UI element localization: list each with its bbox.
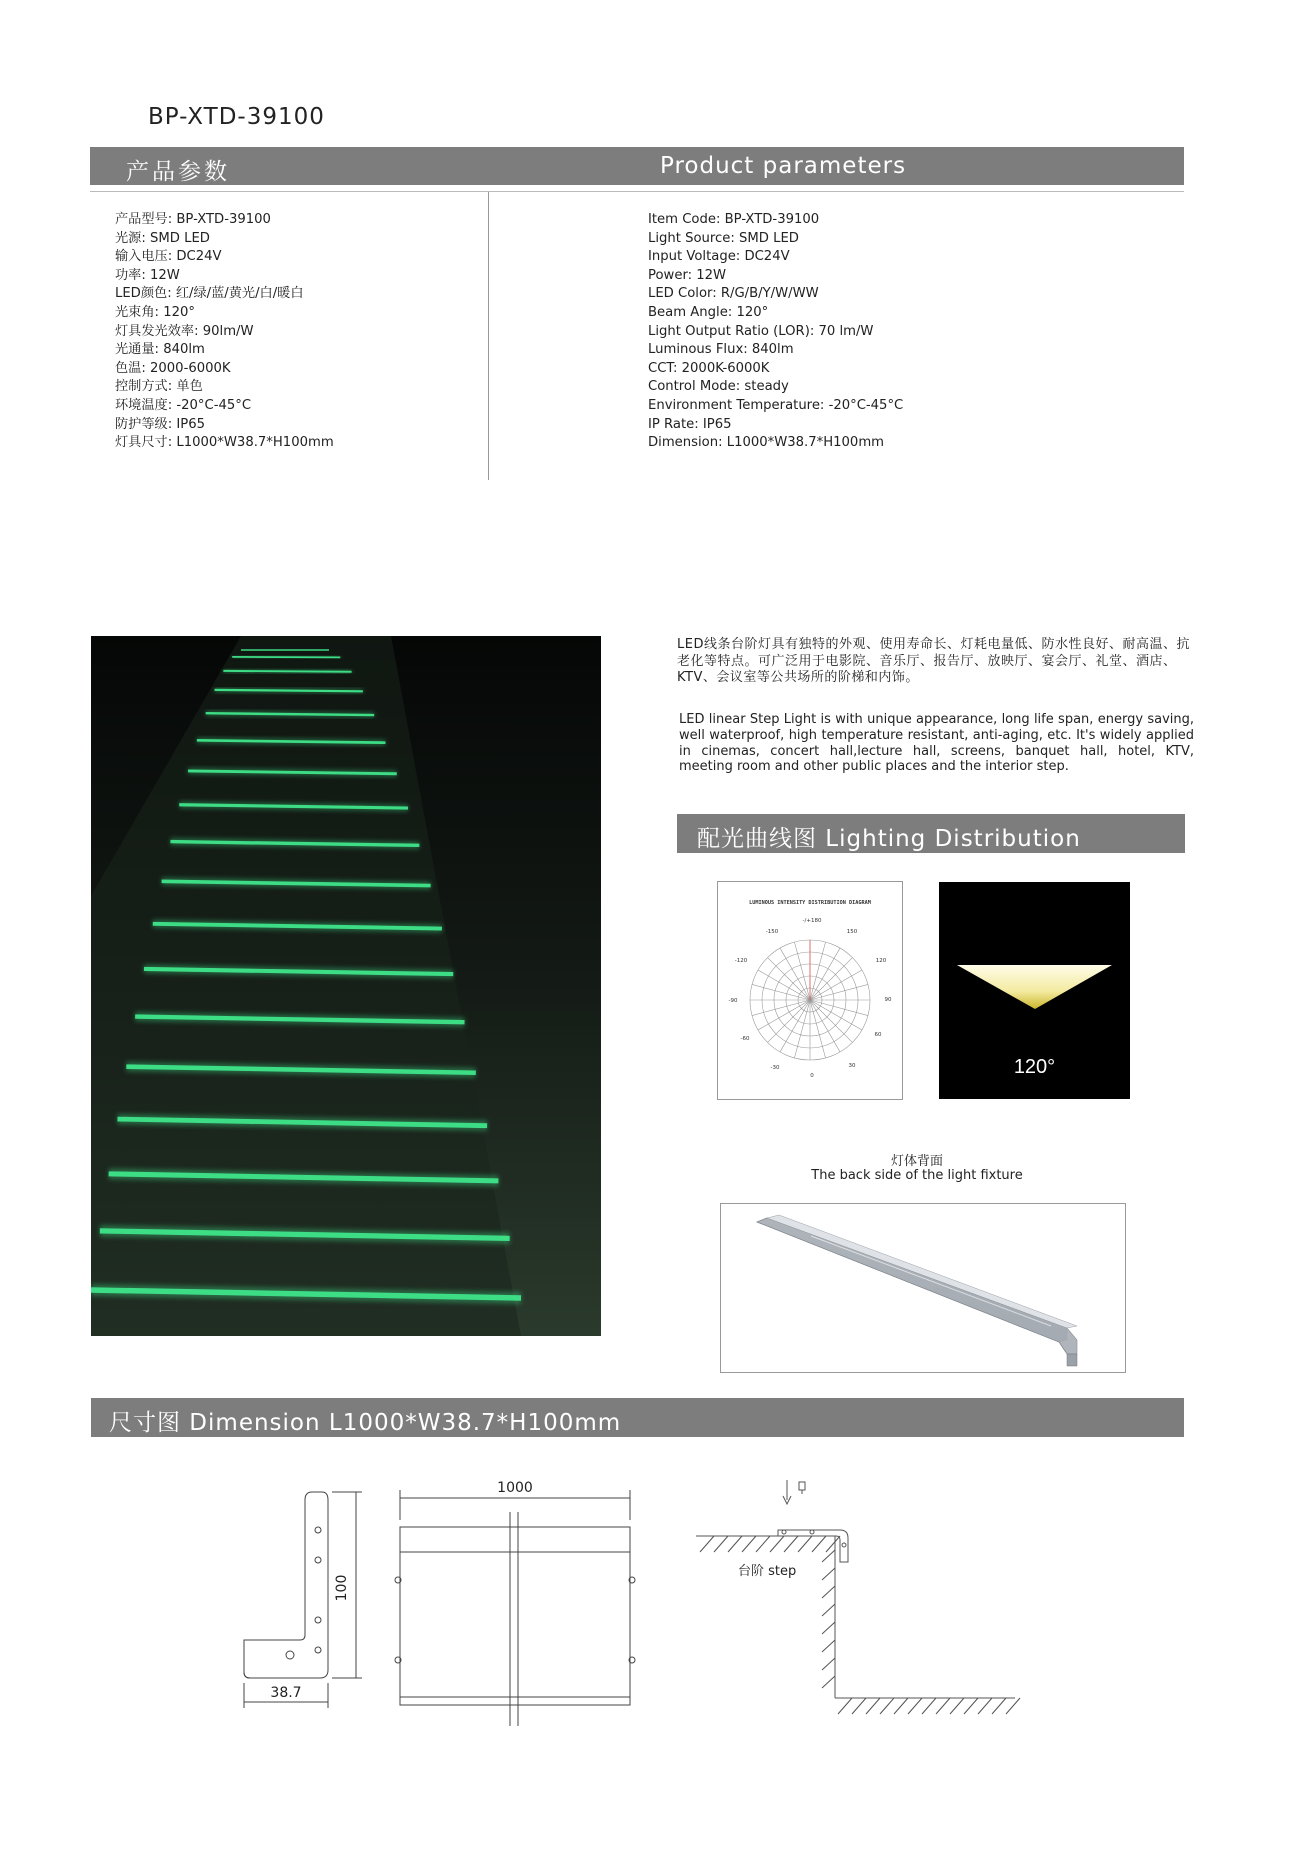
back-side-caption-en: The back side of the light fixture: [811, 1168, 1023, 1183]
beam-cone: [957, 965, 1112, 1009]
polar-title: LUMINOUS INTENSITY DISTRIBUTION DIAGRAM: [749, 900, 871, 906]
polar-label: -150: [765, 929, 779, 935]
params-header-bar: [90, 147, 1184, 185]
dimension-header: [91, 1398, 1184, 1437]
dimension-drawing: [0, 1460, 1296, 1760]
dimension-title: 尺寸图 Dimension L1000*W38.7*H100mm: [109, 1410, 622, 1436]
polar-label: -120: [734, 958, 748, 964]
params-header-en: Product parameters: [660, 153, 907, 179]
spec-item: 输入电压: DC24V: [115, 249, 222, 265]
model-title: BP-XTD-39100: [148, 104, 325, 130]
length-dimension-label: 1000: [497, 1480, 533, 1496]
spec-item: 产品型号: BP-XTD-39100: [115, 212, 271, 227]
spec-item: 光源: SMD LED: [115, 230, 210, 246]
lighting-distribution-header: [677, 814, 1185, 853]
spec-item: Luminous Flux: 840lm: [648, 342, 794, 358]
spec-item: IP Rate: IP65: [648, 416, 732, 432]
spec-list-cn: [115, 211, 334, 453]
spec-list-en: [648, 211, 903, 453]
polar-label: 30: [848, 1063, 856, 1069]
spec-item: LED颜色: 红/绿/蓝/黄光/白/暖白: [115, 286, 304, 302]
spec-item: 色温: 2000-6000K: [115, 360, 231, 376]
description-cn: LED线条台阶灯具有独特的外观、使用寿命长、灯耗电量低、防水性良好、耐高温、抗老化等特点。可广泛用于电影院、音乐厅、报告厅、放映厅、宴会厅、礼堂、酒店、KTV、会议室等公共场所的阶梯和内饰。: [677, 637, 1190, 685]
staircase-photo: [91, 636, 601, 1336]
spec-item: Control Mode: steady: [648, 379, 789, 395]
height-dimension-label: 100: [334, 1574, 350, 1602]
polar-label: 90: [884, 997, 892, 1003]
spec-item: 防护等级: IP65: [115, 416, 206, 432]
width-dimension-label: 38.7: [270, 1685, 302, 1701]
beam-angle-label: 120°: [1013, 1056, 1056, 1078]
fixture-image: [720, 1203, 1126, 1373]
installation-drawing: [696, 1480, 1020, 1714]
spec-item: Power: 12W: [648, 267, 727, 283]
spec-item: 控制方式: 单色: [115, 379, 203, 395]
step-label: 台阶 step: [738, 1564, 797, 1579]
params-header-cn: 产品参数: [126, 159, 230, 185]
spec-item: 环境温度: -20°C-45°C: [115, 397, 252, 413]
spec-item: Item Code: BP-XTD-39100: [648, 212, 820, 227]
description-en: LED linear Step Light is with unique appearance, long life span, energy saving, well waterproof, high temperature resistant, anti-aging, etc. It's widely applied in cinemas, concert hall,lecture hall, screens, banquet hall, hotel, KTV, meeting room and other public places and the interior step.: [679, 712, 1194, 775]
spec-item: Beam Angle: 120°: [648, 304, 769, 320]
spec-item: 灯具发光效率: 90lm/W: [115, 323, 254, 339]
spec-item: CCT: 2000K-6000K: [648, 360, 770, 376]
spec-item: LED Color: R/G/B/Y/W/WW: [648, 286, 819, 302]
spec-item: 功率: 12W: [115, 267, 180, 283]
polar-label: -30: [770, 1065, 780, 1071]
lighting-distribution-title: 配光曲线图 Lighting Distribution: [697, 826, 1081, 852]
spec-item: Input Voltage: DC24V: [648, 249, 790, 265]
column-divider: [488, 192, 489, 480]
staircase-illustration: [91, 636, 601, 1336]
polar-label: 0: [810, 1073, 814, 1079]
spec-item: Environment Temperature: -20°C-45°C: [648, 397, 904, 413]
spec-item: Light Source: SMD LED: [648, 230, 799, 246]
polar-label: 120: [875, 958, 887, 964]
polar-label: -60: [740, 1036, 750, 1042]
spec-item: 灯具尺寸: L1000*W38.7*H100mm: [115, 435, 334, 451]
spec-item: Dimension: L1000*W38.7*H100mm: [648, 435, 885, 451]
spec-item: 光束角: 120°: [115, 304, 195, 320]
polar-label: 60: [874, 1032, 882, 1038]
polar-label: 150: [846, 929, 858, 935]
spec-item: Light Output Ratio (LOR): 70 lm/W: [648, 323, 874, 339]
polar-label: -/+180: [802, 918, 822, 924]
spec-item: 光通量: 840lm: [115, 342, 205, 358]
back-side-caption-cn: 灯体背面: [890, 1154, 943, 1169]
beam-angle-diagram: [939, 882, 1130, 1099]
polar-diagram: [717, 881, 903, 1100]
front-view-drawing: [395, 1490, 635, 1726]
header-underline: [90, 191, 1184, 192]
polar-label: -90: [728, 998, 738, 1004]
